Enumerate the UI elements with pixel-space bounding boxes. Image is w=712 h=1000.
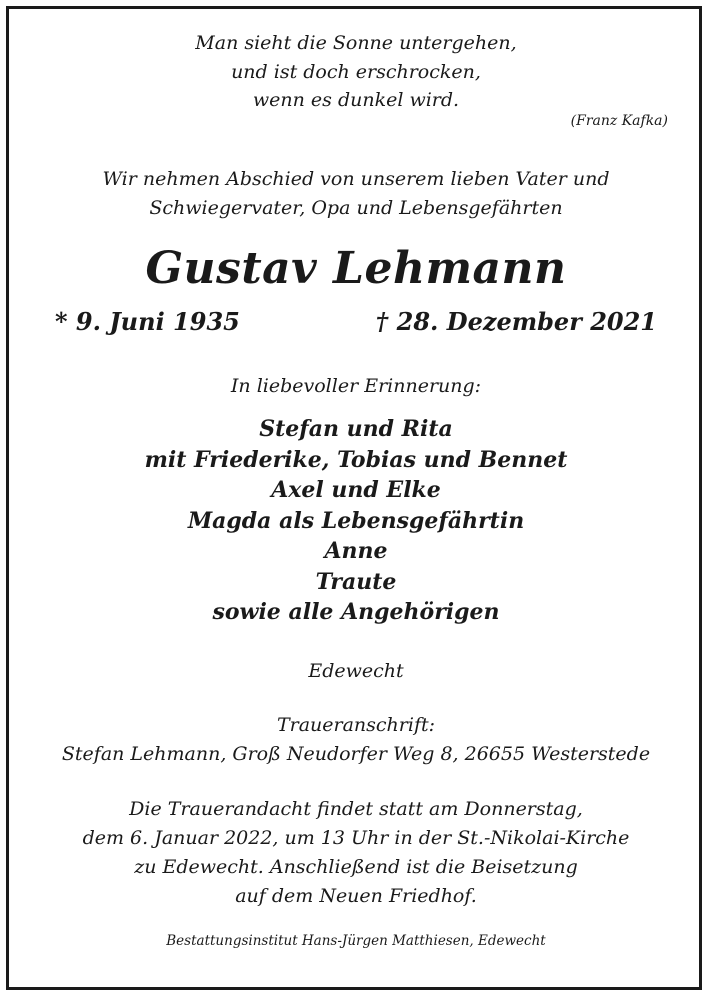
family-member-line: Traute: [315, 569, 397, 595]
undertaker-line: Bestattungsinstitut Hans-Jürgen Matthiesen, Edewecht: [166, 933, 546, 949]
family-member-line: Stefan und Rita: [259, 416, 453, 442]
service-line: Die Trauerandacht findet statt am Donnerstag,: [129, 798, 583, 820]
service-line: auf dem Neuen Friedhof.: [235, 885, 477, 907]
intro-line: Wir nehmen Abschied von unserem lieben Vater und: [102, 168, 610, 190]
address-label: Traueranschrift:: [276, 714, 436, 736]
address-line: Stefan Lehmann, Groß Neudorfer Weg 8, 26655 Westerstede: [61, 743, 651, 765]
quote-attribution: (Franz Kafka): [570, 113, 668, 129]
family-member-line: Axel und Elke: [271, 477, 441, 503]
remembrance-heading: In liebevoller Erinnerung:: [230, 375, 482, 397]
intro-line: Schwiegervater, Opa und Lebensgefährten: [149, 197, 563, 219]
quote-line: und ist doch erschrocken,: [231, 61, 481, 83]
birth-date: * 9. Juni 1935: [55, 307, 240, 336]
family-member-line: mit Friederike, Tobias und Bennet: [144, 447, 568, 473]
place-name: Edewecht: [308, 660, 404, 682]
quote-line: wenn es dunkel wird.: [252, 89, 460, 111]
family-member-line: sowie alle Angehörigen: [212, 599, 500, 625]
quote-line: Man sieht die Sonne untergehen,: [195, 32, 517, 54]
death-date: † 28. Dezember 2021: [375, 307, 657, 336]
family-member-line: Anne: [324, 538, 388, 564]
family-member-line: Magda als Lebensgefährtin: [187, 508, 525, 534]
deceased-name: Gustav Lehmann: [145, 243, 567, 294]
service-line: zu Edewecht. Anschließend ist die Beisetzung: [134, 856, 578, 878]
service-line: dem 6. Januar 2022, um 13 Uhr in der St.-Nikolai-Kirche: [82, 827, 630, 849]
